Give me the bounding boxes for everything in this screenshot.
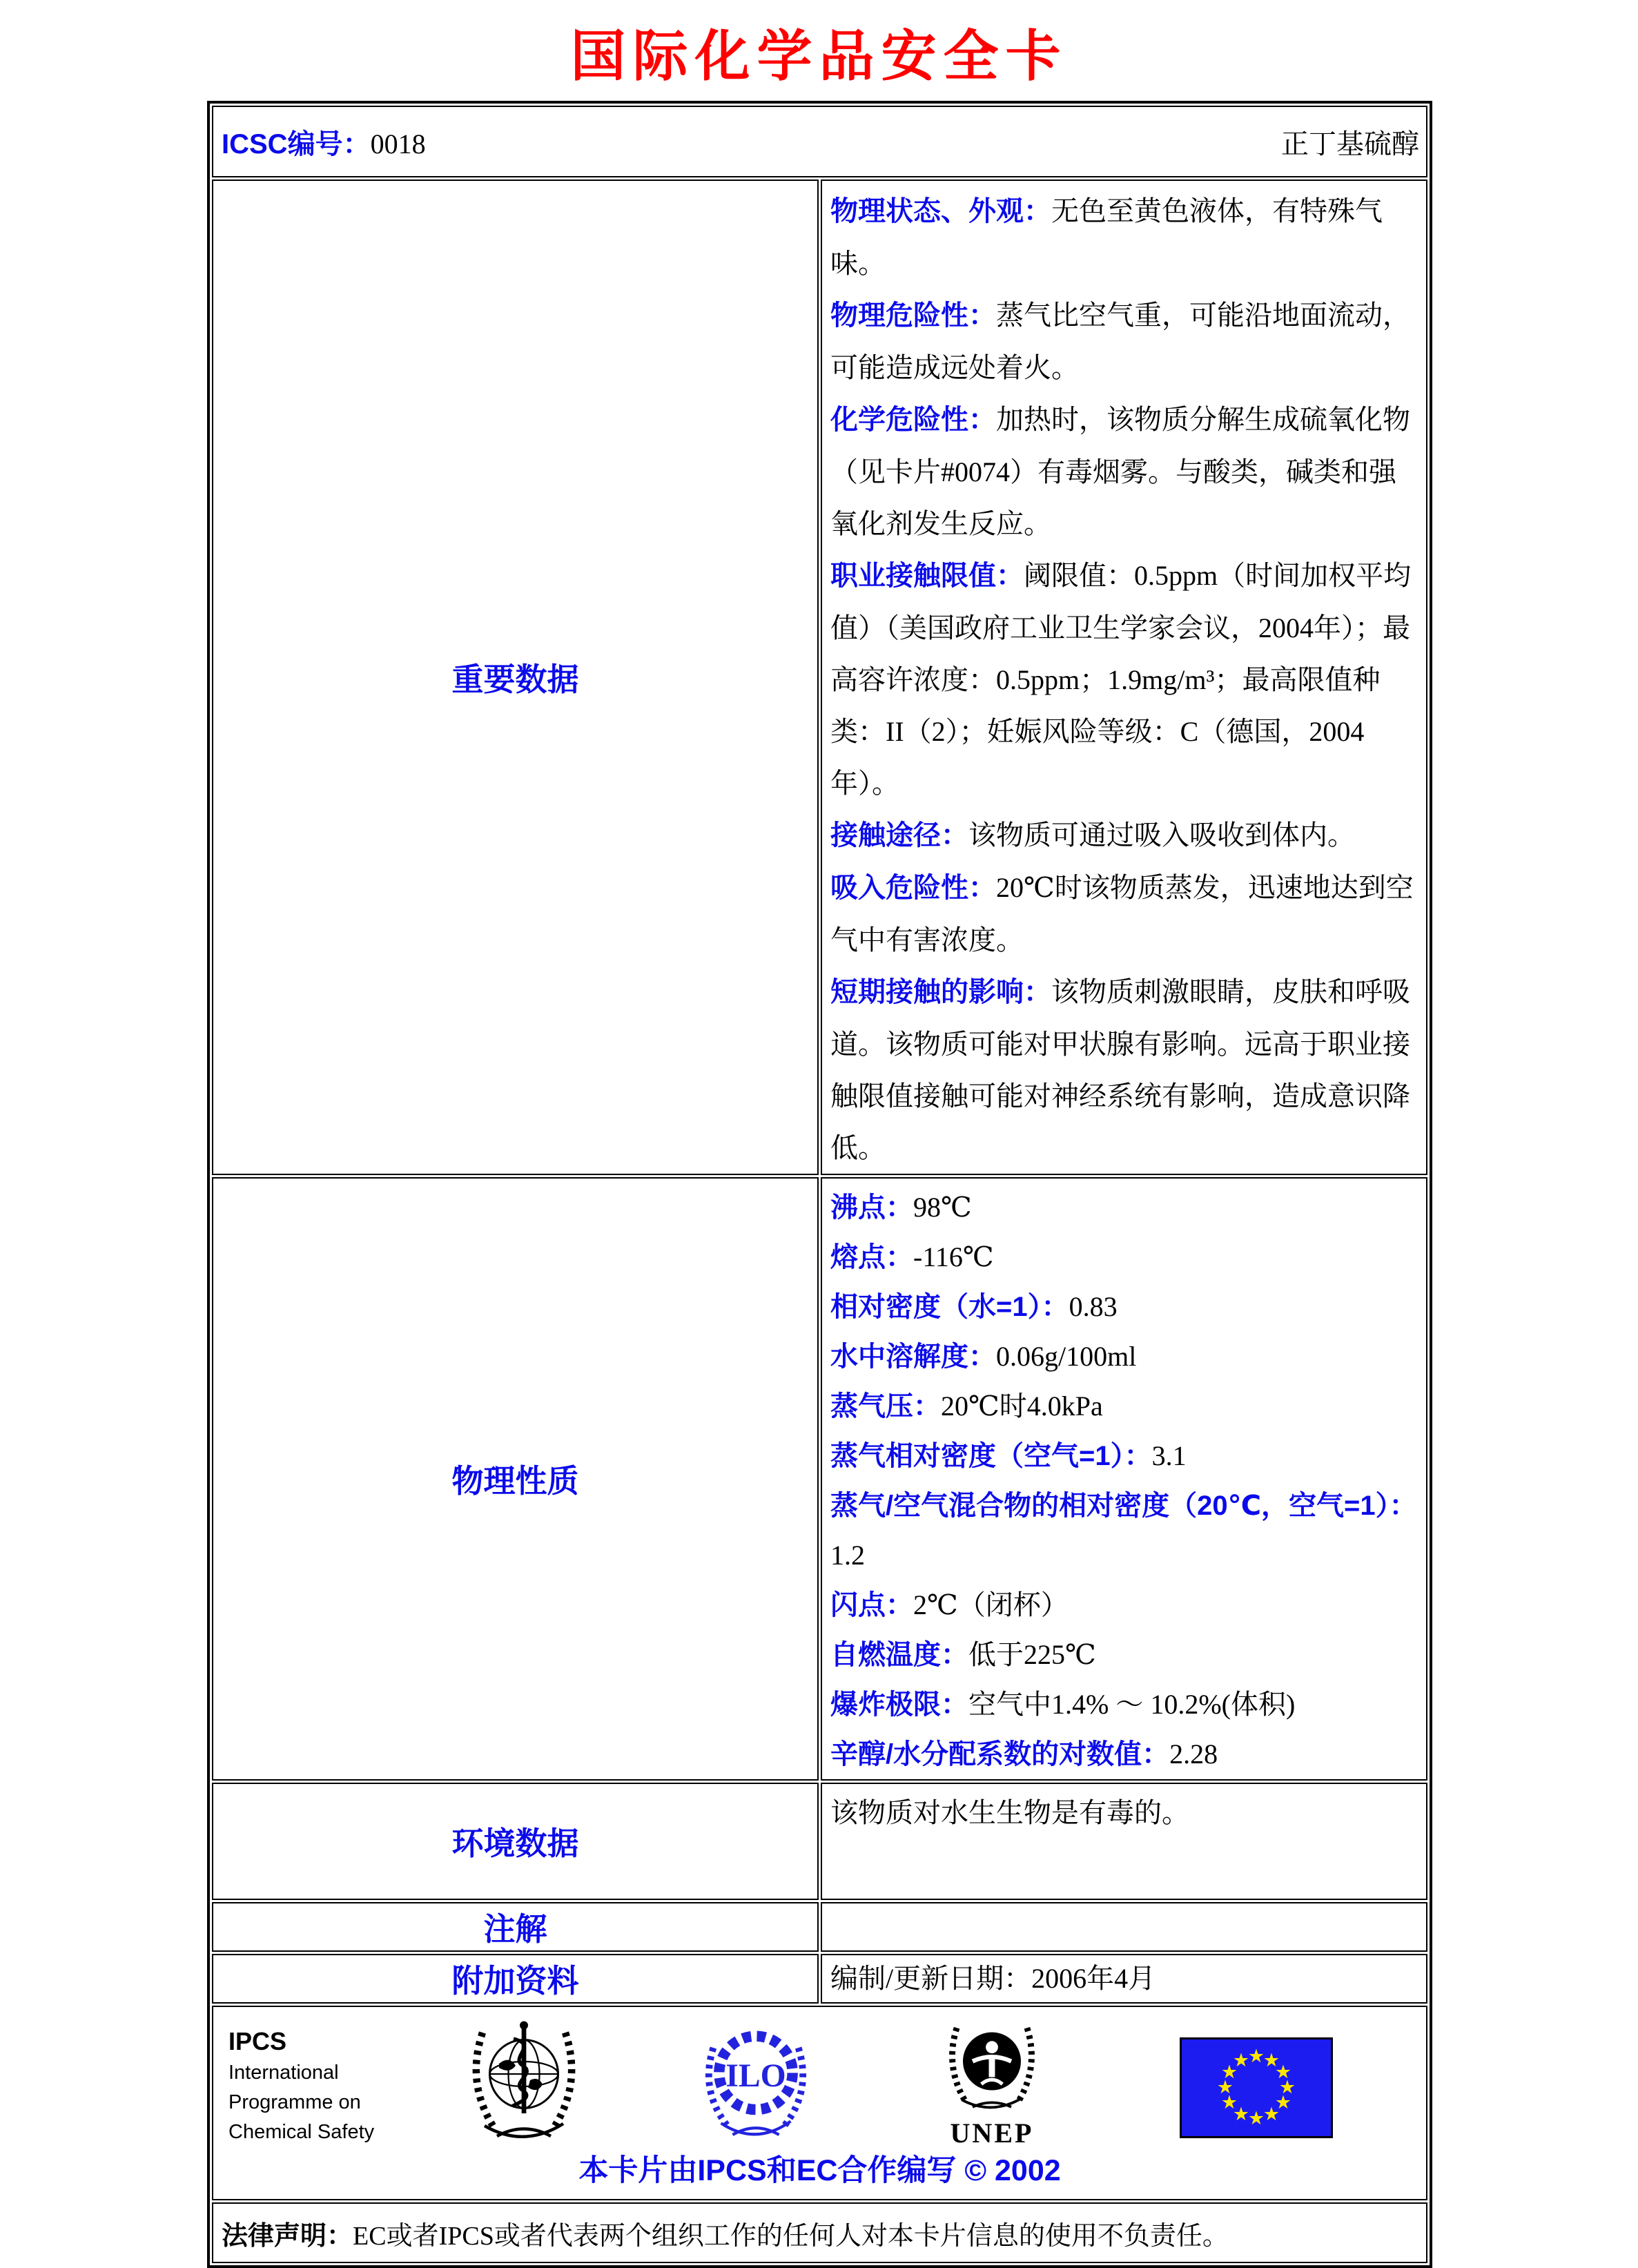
eu-star-icon: ★ [1247,2107,1265,2129]
important-data-row [212,180,1427,1175]
property-flash-point: 闪点：2℃（闭杯） [830,1589,1069,1620]
eu-star-icon: ★ [1262,2049,1280,2071]
ipcs-text-block [228,2025,374,2147]
svg-text:ILO: ILO [725,2058,786,2094]
property-vapor-density: 蒸气相对密度（空气=1）：3.1 [830,1440,1187,1471]
logos-row [212,2006,1427,2200]
property-vapor-air-density: 蒸气/空气混合物的相对密度（20℃，空气=1）：1.2 [830,1491,1417,1571]
section-label-physical: 物理性质 [212,1177,819,1781]
data-item-short-term-effects: 短期接触的影响：该物质刺激眼睛，皮肤和呼吸道。该物质可能对甲状腺有影响。远高于职业接触限值接触可能对神经系统有影响，造成意识降低。 [830,976,1410,1163]
icsc-number-label: ICSC编号： [222,128,371,159]
section-label-additional: 附加资料 [212,1954,819,2004]
eu-star-icon: ★ [1220,2061,1238,2083]
unep-label: UNEP [950,2117,1034,2149]
additional-info-row [212,1954,1427,2004]
property-autoignition-temp: 自燃温度：低于225℃ [830,1639,1096,1670]
legal-cell [212,2202,1427,2263]
icsc-number-group [222,122,426,162]
logos-cell [212,2006,1427,2200]
ipcs-acronym: IPCS [228,2027,287,2055]
environment-content [821,1783,1427,1900]
header-cell [212,106,1427,177]
property-boiling-point: 沸点：98℃ [830,1192,972,1223]
property-explosive-limits: 爆炸极限：空气中1.4% ～ 10.2%(体积) [830,1689,1296,1720]
eu-star-icon: ★ [1274,2091,1292,2113]
property-vapor-pressure: 蒸气压：20℃时4.0kPa [830,1390,1103,1422]
header-row [212,106,1427,177]
chemical-name: 正丁基硫醇 [1281,128,1419,159]
page-title: 国际化学品安全卡 [570,26,1068,87]
icsc-number-value: 0018 [370,128,426,159]
notes-content [821,1902,1427,1952]
ipcs-line-2: Programme on [228,2091,361,2113]
eu-star-icon: ★ [1247,2045,1265,2067]
who-logo-icon [462,2018,586,2155]
data-item-exposure-routes: 接触途径：该物质可通过吸入吸收到体内。 [830,820,1355,851]
property-relative-density: 相对密度（水=1）：0.83 [830,1291,1118,1322]
eu-star-icon: ★ [1274,2061,1292,2083]
property-water-solubility: 水中溶解度：0.06g/100ml [830,1341,1137,1372]
data-item-physical-state: 物理状态、外观：无色至黄色液体，有特殊气味。 [830,195,1383,279]
eu-star-icon: ★ [1216,2076,1234,2098]
section-label-important: 重要数据 [212,180,819,1175]
data-item-chemical-hazard: 化学危险性：加热时，该物质分解生成硫氧化物（见卡片#0074）有毒烟雾。与酸类，碱类和强氧化剂发生反应。 [830,404,1410,539]
important-data-content [821,180,1427,1175]
ilo-logo-icon [698,2018,814,2155]
additional-info-content [821,1954,1427,2004]
eu-star-icon: ★ [1220,2091,1238,2113]
update-date-text: 编制/更新日期：2006年4月 [830,1963,1156,1994]
section-label-environment: 环境数据 [212,1783,819,1900]
legal-row [212,2202,1427,2263]
legal-label: 法律声明： [222,2221,353,2251]
ipcs-line-3: Chemical Safety [228,2121,375,2143]
section-label-notes: 注解 [212,1902,819,1952]
environment-text: 该物质对水生生物是有毒的。 [830,1797,1189,1828]
eu-star-icon: ★ [1278,2076,1296,2098]
physical-properties-row [212,1177,1427,1781]
legal-text: EC或者IPCS或者代表两个组织工作的任何人对本卡片信息的使用不负责任。 [353,2221,1229,2251]
property-octanol-water: 辛醇/水分配系数的对数值：2.28 [830,1738,1218,1770]
eu-flag-icon [1180,2037,1333,2138]
eu-star-icon: ★ [1262,2103,1280,2125]
eu-star-icon: ★ [1232,2049,1250,2071]
physical-properties-content [821,1177,1427,1781]
unep-logo [923,2021,1061,2149]
unep-emblem-icon [937,2021,1047,2117]
icsc-card-table [207,101,1432,2268]
data-item-physical-hazard: 物理危险性：蒸气比空气重，可能沿地面流动，可能造成远处着火。 [830,300,1410,383]
eu-star-icon: ★ [1232,2103,1250,2125]
data-item-occupational-limits: 职业接触限值：阈限值：0.5ppm（时间加权平均值）（美国政府工业卫生学家会议，2004年）；最高容许浓度：0.5ppm；1.9mg/m³；最高限值种类：II（2）；妊娠风险等级：C（德国，2004年）。 [830,560,1412,799]
ipcs-line-1: International [228,2062,339,2084]
environment-row [212,1783,1427,1900]
credit-line: 本卡片由IPCS和EC合作编写 © 2002 [578,2154,1061,2187]
data-item-inhalation-risk: 吸入危险性：20℃时该物质蒸发，迅速地达到空气中有害浓度。 [830,872,1414,956]
property-melting-point: 熔点：-116℃ [830,1241,994,1272]
notes-row [212,1902,1427,1952]
